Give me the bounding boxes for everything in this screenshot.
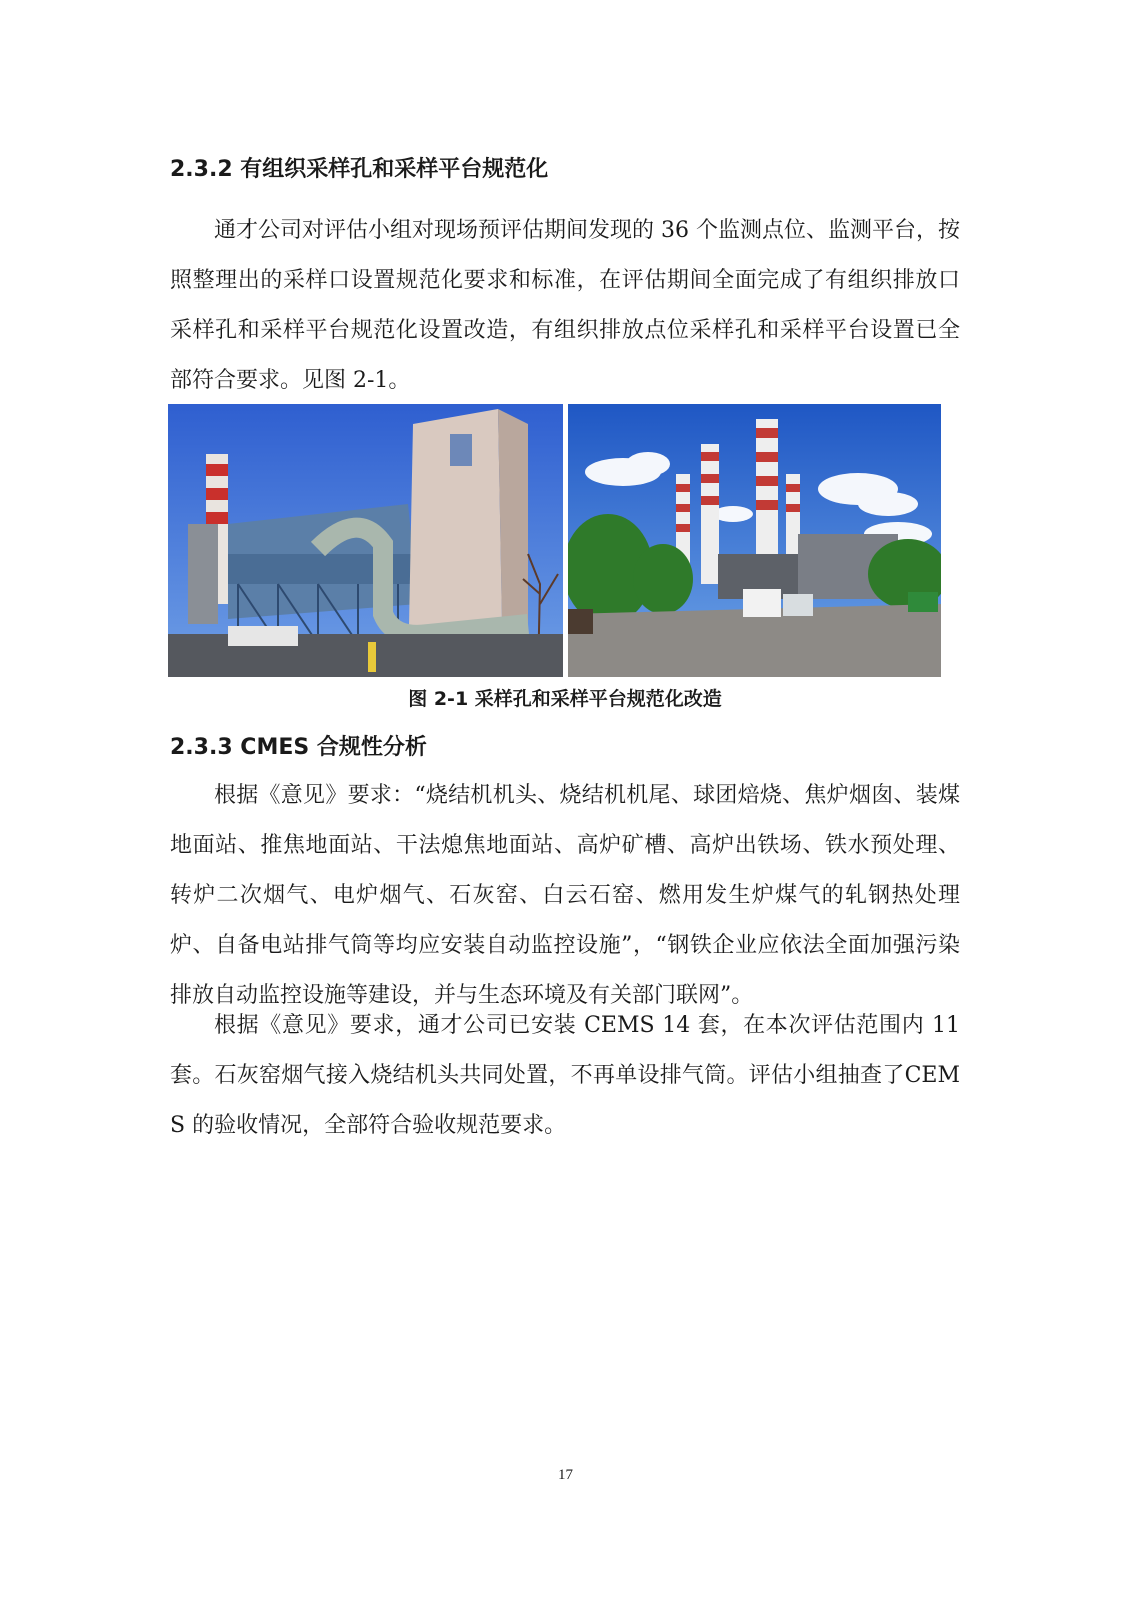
body-paragraph-cems-installation [170, 1001, 960, 1151]
body-paragraph-opinion-requirements [170, 771, 960, 1021]
figure-caption: 图 2-1 采样孔和采样平台规范化改造 [408, 688, 722, 710]
section-heading-2-3-3: 2.3.3 CMES 合规性分析 [170, 735, 427, 760]
photo-chimneys-trucks [568, 404, 941, 677]
page-number: 17 [558, 1467, 573, 1483]
section-heading-2-3-2: 2.3.2 有组织采样孔和采样平台规范化 [170, 157, 549, 182]
paragraph-text: 根据《意见》要求：“烧结机机头、烧结机机尾、球团焙烧、焦炉烟囱、装煤地面站、推焦地面站、干法熄焦地面站、高炉矿槽、高炉出铁场、铁水预处理、转炉二次烟气、电炉烟气、石灰窑、白云石窑、燃用发生炉煤气的轧钢热处理炉、自备电站排气筒等均应安装自动监控设施”，“钢铁企业应依法全面加强污染排放自动监控设施等建设，并与生态环境及有关部门联网”。 [170, 783, 960, 1008]
paragraph-text: 根据《意见》要求，通才公司已安装 CEMS 14 套，在本次评估范围内 11 套。石灰窑烟气接入烧结机头共同处置，不再单设排气筒。评估小组抽查了CEMS 的验收情况，全部符合验收规范要求。 [170, 1013, 961, 1138]
body-paragraph-sampling-platform [170, 206, 960, 406]
paragraph-text: 通才公司对评估小组对现场预评估期间发现的 36 个监测点位、监测平台，按照整理出的采样口设置规范化要求和标准，在评估期间全面完成了有组织排放口采样孔和采样平台规范化设置改造，有组织排放点位采样孔和采样平台设置已全部符合要求。见图 2-1。 [170, 218, 960, 393]
photo-factory-dust-collector [168, 404, 563, 677]
